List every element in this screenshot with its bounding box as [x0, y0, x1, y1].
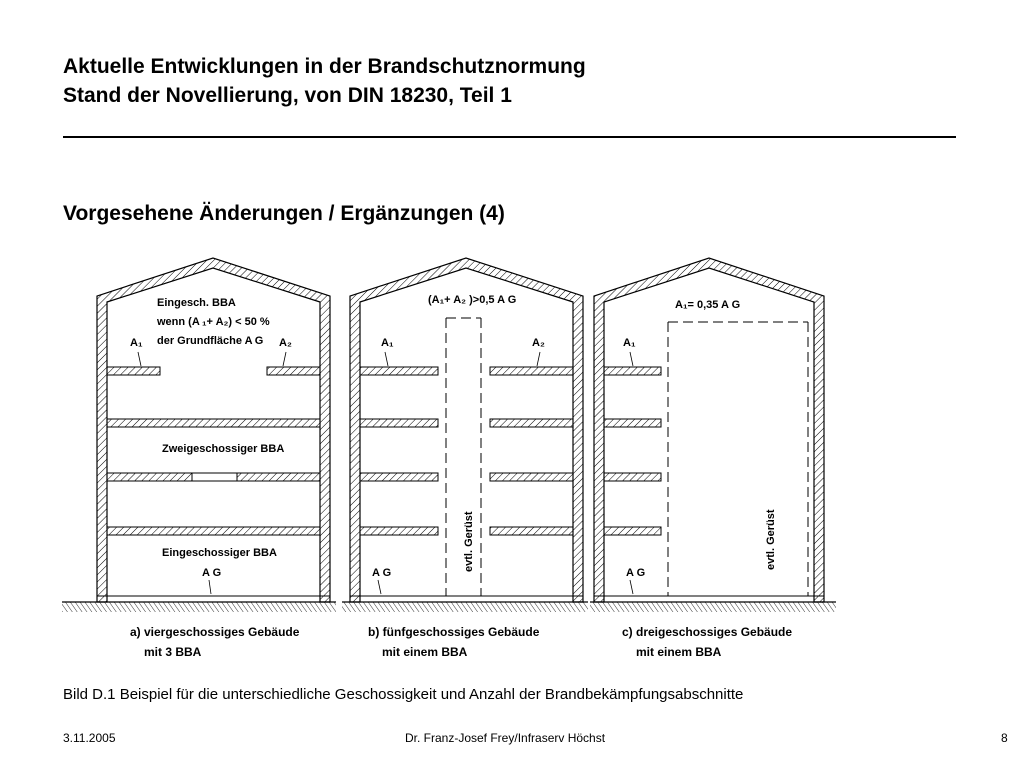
- b-caption-line2: mit einem BBA: [382, 645, 468, 659]
- c-caption-line1: c) dreigeschossiges Gebäude: [622, 625, 793, 639]
- b-a2-label: A₂: [532, 337, 545, 349]
- b-caption-line1: b) fünfgeschossiges Gebäude: [368, 625, 540, 639]
- b-scaffold-label: evtl. Gerüst: [463, 511, 475, 572]
- c-formula: A₁= 0,35 A G: [675, 299, 741, 311]
- b-ag-label: A G: [372, 567, 392, 579]
- slide-title-line2: Stand der Novellierung, von DIN 18230, Teil 1: [63, 84, 512, 107]
- a-ag-label: A G: [202, 567, 222, 579]
- a-mid-label: Zweigeschossiger BBA: [162, 443, 285, 455]
- b-a1-label: A₁: [381, 337, 394, 349]
- footer-author: Dr. Franz-Josef Frey/Infraserv Höchst: [405, 731, 606, 745]
- a-label-line1: Eingesch. BBA: [157, 297, 236, 309]
- c-ag-label: A G: [626, 567, 646, 579]
- slide-title-line1: Aktuelle Entwicklungen in der Brandschutznormung: [63, 55, 586, 78]
- building-b: [342, 258, 588, 659]
- footer-date: 3.11.2005: [63, 731, 116, 745]
- c-caption-line2: mit einem BBA: [636, 645, 722, 659]
- building-a: [62, 258, 336, 659]
- figure-caption: Bild D.1 Beispiel für die unterschiedliche Geschossigkeit und Anzahl der Brandbekämpfungsabschnitte: [63, 686, 744, 703]
- a-a1-label: A₁: [130, 337, 143, 349]
- b-formula: (A₁+ A₂ )>0,5 A G: [428, 294, 517, 306]
- ground-a: [62, 602, 336, 612]
- c-scaffold-label: evtl. Gerüst: [765, 509, 777, 570]
- c-a1-label: A₁: [623, 337, 636, 349]
- building-c: [590, 258, 836, 659]
- a-a2-label: A₂: [279, 337, 292, 349]
- ground-c: [590, 602, 836, 612]
- footer-page-number: 8: [1001, 731, 1008, 745]
- slide-subtitle: Vorgesehene Änderungen / Ergänzungen (4): [63, 202, 505, 225]
- ground-b: [342, 602, 588, 612]
- a-label-line3: der Grundfläche A G: [157, 335, 264, 347]
- a-label-line2: wenn (A ₁+ A₂) < 50 %: [157, 316, 270, 328]
- a-caption-line2: mit 3 BBA: [144, 645, 202, 659]
- a-caption-line1: a) viergeschossiges Gebäude: [130, 625, 300, 639]
- a-low-label: Eingeschossiger BBA: [162, 547, 277, 559]
